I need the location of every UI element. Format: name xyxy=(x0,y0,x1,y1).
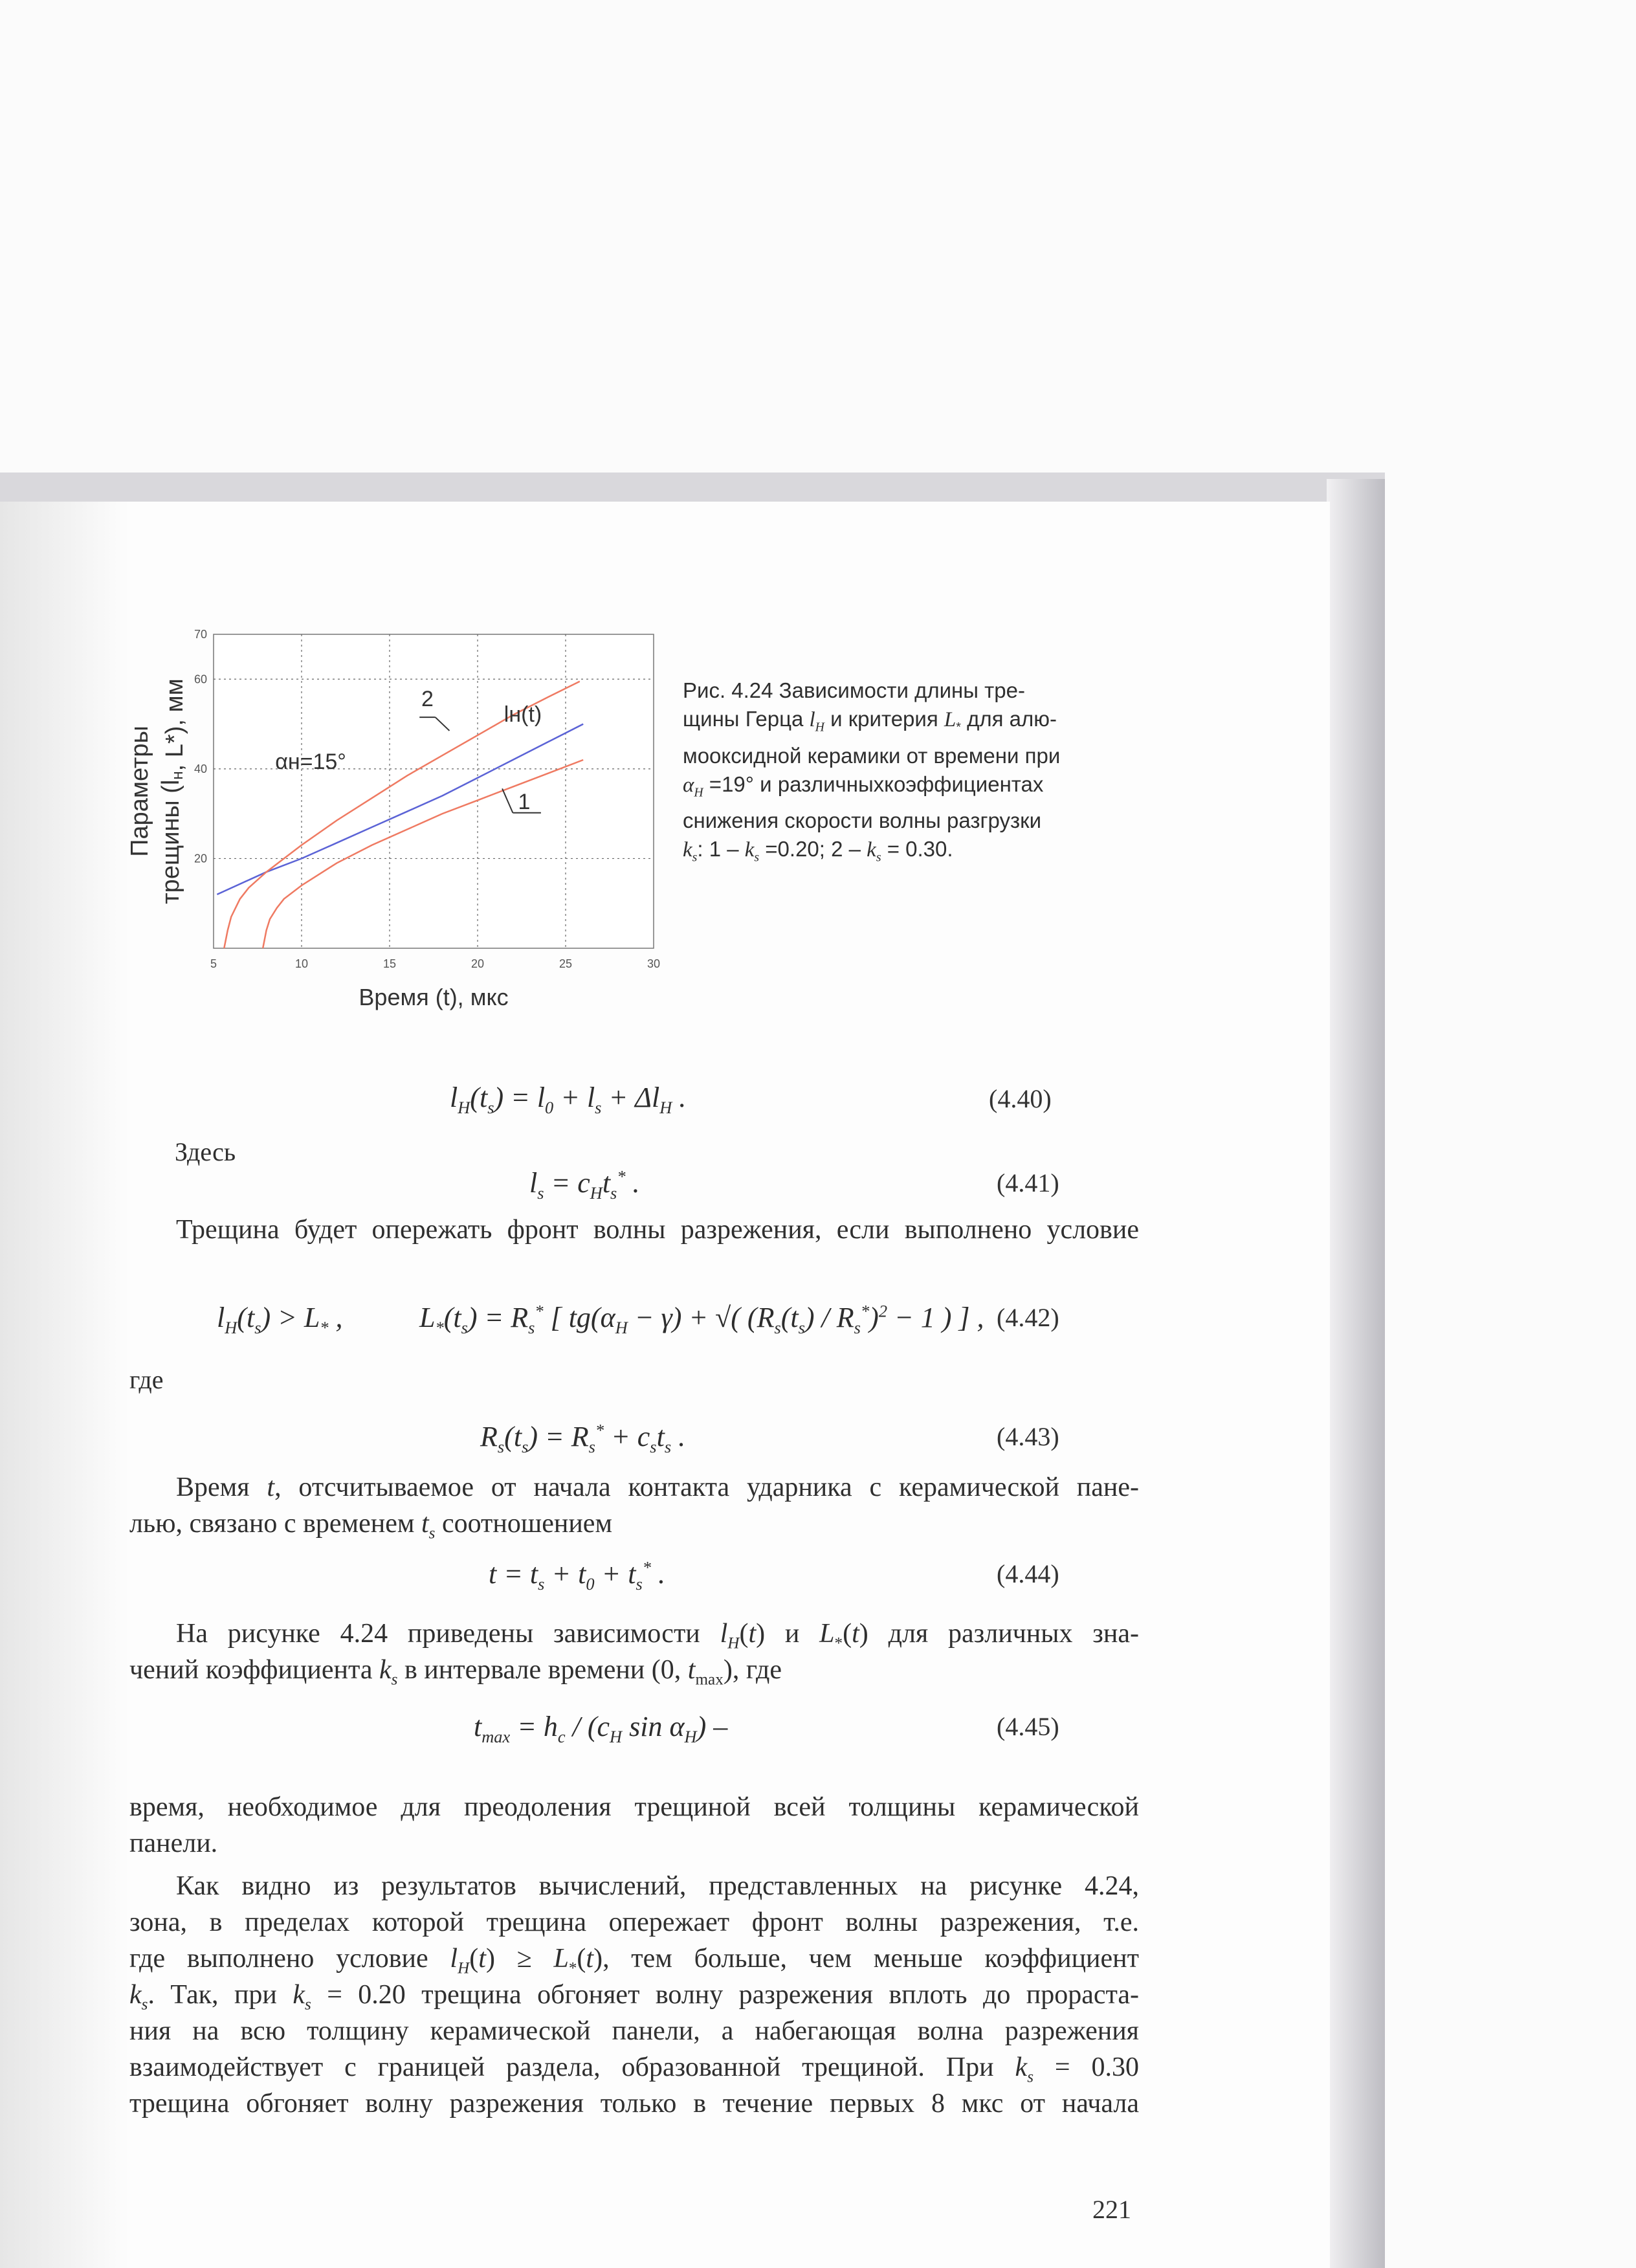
y-axis-label-line1: Параметры xyxy=(126,726,153,857)
equation-number: (4.43) xyxy=(997,1422,1059,1451)
annotation-alpha: αн=15° xyxy=(275,749,346,774)
paragraph-condition: Трещина будет опережать фронт волны разрежения, если выполнено условие xyxy=(176,1215,1139,1245)
y-tick-label: 70 xyxy=(193,628,207,641)
x-tick-label: 25 xyxy=(558,957,573,970)
paragraph-results-line: ния на всю толщину керамической панели, а набегающая волна разрежения xyxy=(129,2016,1139,2046)
equation-4-41: $l_s = c_Ht_s^*$ . xyxy=(529,1166,640,1203)
x-tick-label: 20 xyxy=(470,957,485,970)
page-number: 221 xyxy=(1092,2195,1131,2224)
equation-4-45: $t_{max} = h_c / (c_H$ $\sin \alpha_H$) – xyxy=(474,1711,728,1746)
equation-4-42-right: $L_*(t_s) = R_s^*$ [ $tg(\alpha_H - \gamma)$ + √( $(R_s(t_s) / R_s^*)^2 - 1$ ) ] , xyxy=(419,1301,984,1337)
paragraph-results-line: зона, в пределах которой трещина опережает фронт волны разрежения, т.е. xyxy=(129,1907,1139,1937)
caption-line: снижения скорости волны разгрузки xyxy=(683,808,1042,833)
paragraph-results-line: $k_s$. Так, при $k_s = 0.20$ трещина обгоняет волну разрежения вплоть до прораста- xyxy=(129,1980,1140,2014)
paragraph-tmax-line1: время, необходимое для преодоления трещиной всей толщины керамической xyxy=(129,1792,1139,1822)
caption-line: мооксидной керамики от времени при xyxy=(683,743,1061,768)
paragraph-results-line: трещина обгоняет волну разрежения только в течение первых 8 мкс от начала xyxy=(129,2089,1139,2118)
plot-area xyxy=(214,634,654,948)
y-tick-label: 60 xyxy=(193,673,207,686)
caption-line: щины Герца $l_Н$ и критерия $L_*$ для алю- xyxy=(683,707,1057,735)
paragraph-fig-ref-line1: На рисунке 4.24 приведены зависимости $l_H(t)$ и $L_*(t)$ для различных зна- xyxy=(176,1619,1139,1652)
equation-number: (4.42) xyxy=(997,1303,1059,1332)
y-tick-label: 40 xyxy=(193,762,207,775)
text-gde: где xyxy=(129,1365,164,1394)
equation-4-44: $t = t_s + t_0 + t_s^*$ . xyxy=(489,1557,665,1594)
equation-number: (4.44) xyxy=(997,1559,1059,1588)
figure-caption xyxy=(683,676,1123,872)
equation-number: (4.45) xyxy=(997,1712,1059,1741)
book-edge xyxy=(1327,479,1385,2268)
figure-4-24-chart xyxy=(123,621,692,1042)
annotation-lh-label: lн(t) xyxy=(503,702,542,728)
paragraph-results-line: взаимодействует с границей раздела, образованной трещиной. При $k_s = 0.30$ xyxy=(129,2052,1140,2086)
equation-4-40: $l_H(t_s) = l_0 + l_s + \Delta l_H$ . xyxy=(450,1082,687,1117)
x-tick-label: 30 xyxy=(647,957,661,970)
equation-number: (4.41) xyxy=(997,1168,1059,1197)
paragraph-fig-ref-line2: чений коэффициента $k_s$ в интервале времени (0, $t_{max}$), где xyxy=(129,1655,782,1689)
text-zdes: Здесь xyxy=(175,1137,236,1166)
x-tick-label: 15 xyxy=(382,957,397,970)
caption-line: $k_s$: $1 - k_s =0.20$; $2 - k_s = 0.30$. xyxy=(683,837,953,865)
caption-line: $\alpha_Н =19^\circ$ и различныхкоэффициентах xyxy=(683,772,1044,800)
annotation-curve-2-label: 2 xyxy=(421,686,434,711)
paragraph-time-line1: Время t, отсчитываемое от начала контакта ударника с керамической пане- xyxy=(176,1473,1139,1502)
x-axis-label: Время (t), мкс xyxy=(359,984,509,1010)
caption-line: Рис. 4.24 Зависимости длины тре- xyxy=(683,678,1025,702)
equation-4-43: $R_s(t_s) = R_s^* + c_st_s$ . xyxy=(480,1420,686,1456)
equation-number: (4.40) xyxy=(989,1084,1052,1113)
annotation-curve-1-label: 1 xyxy=(518,790,531,815)
equation-4-42-left: $l_H(t_s) > L_*$ , xyxy=(217,1302,343,1337)
paragraph-results-line: где выполнено условие $l_H(t) \ge L_*(t)$, тем больше, чем меньше коэффициент xyxy=(129,1944,1139,1977)
paragraph-tmax-line2: панели. xyxy=(129,1829,218,1858)
paragraph-results-line: Как видно из результатов вычислений, представленных на рисунке 4.24, xyxy=(176,1871,1139,1901)
y-tick-label: 20 xyxy=(193,852,207,865)
paragraph-time-line2: лью, связано с временем $t_s$ соотношением xyxy=(129,1509,613,1542)
x-tick-label: 5 xyxy=(210,957,217,970)
y-axis-label-line2: трещины (lн, L*), мм xyxy=(157,678,188,904)
page-gutter-shadow xyxy=(0,502,129,2268)
x-tick-label: 10 xyxy=(294,957,309,970)
